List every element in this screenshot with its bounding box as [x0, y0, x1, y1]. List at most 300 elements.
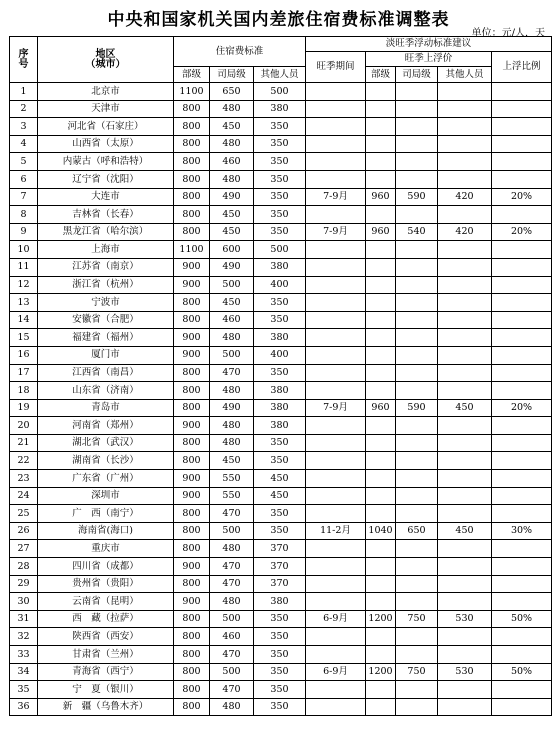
cell-bureau: 470 [210, 646, 254, 664]
table-row [10, 311, 552, 329]
cell-float-ratio: 20% [492, 399, 552, 417]
cell-minister: 800 [174, 681, 210, 699]
cell-peak-other [438, 118, 492, 136]
cell-other: 350 [254, 505, 306, 523]
header-region [38, 37, 174, 83]
cell-bureau: 450 [210, 206, 254, 224]
cell-peak-period [306, 417, 366, 435]
cell-other: 380 [254, 382, 306, 400]
cell-other: 350 [254, 311, 306, 329]
cell-peak-bureau [396, 575, 438, 593]
cell-bureau: 490 [210, 258, 254, 276]
cell-bureau: 550 [210, 487, 254, 505]
table-row [10, 575, 552, 593]
table-row [10, 276, 552, 294]
table-row [10, 417, 552, 435]
cell-peak-minister: 1040 [366, 522, 396, 540]
cell-peak-other [438, 505, 492, 523]
cell-bureau: 490 [210, 399, 254, 417]
cell-peak-other [438, 294, 492, 312]
cell-peak-other: 530 [438, 610, 492, 628]
cell-peak-minister [366, 558, 396, 576]
cell-peak-minister: 960 [366, 223, 396, 241]
cell-peak-bureau [396, 135, 438, 153]
cell-other: 350 [254, 170, 306, 188]
cell-peak-period: 6-9月 [306, 610, 366, 628]
cell-float-ratio [492, 382, 552, 400]
cell-peak-other [438, 628, 492, 646]
cell-peak-minister [366, 593, 396, 611]
cell-peak-period [306, 681, 366, 699]
cell-peak-minister [366, 329, 396, 347]
cell-seq: 17 [10, 364, 38, 382]
cell-peak-bureau [396, 698, 438, 716]
cell-seq: 13 [10, 294, 38, 312]
cell-float-ratio: 20% [492, 188, 552, 206]
cell-peak-period [306, 505, 366, 523]
cell-peak-bureau [396, 540, 438, 558]
table-body [10, 83, 552, 716]
cell-peak-period [306, 540, 366, 558]
header-region-line2: （城市） [85, 58, 126, 70]
cell-minister: 800 [174, 698, 210, 716]
cell-float-ratio [492, 241, 552, 259]
cell-peak-minister: 960 [366, 188, 396, 206]
header-seq-line2: 号 [18, 58, 29, 70]
cell-minister: 900 [174, 276, 210, 294]
cell-peak-minister [366, 628, 396, 646]
cell-bureau: 450 [210, 223, 254, 241]
table-row [10, 470, 552, 488]
cell-peak-other [438, 558, 492, 576]
cell-region: 山西省（太原） [38, 135, 174, 153]
cell-region: 上海市 [38, 241, 174, 259]
cell-minister: 800 [174, 540, 210, 558]
cell-other: 500 [254, 241, 306, 259]
cell-peak-other [438, 382, 492, 400]
cell-float-ratio [492, 558, 552, 576]
cell-peak-other [438, 206, 492, 224]
table-row [10, 399, 552, 417]
cell-minister: 900 [174, 593, 210, 611]
cell-peak-bureau [396, 100, 438, 118]
cell-other: 350 [254, 223, 306, 241]
cell-region: 西 藏（拉萨） [38, 610, 174, 628]
cell-peak-minister [366, 118, 396, 136]
header-peak-minister: 部级 [366, 67, 396, 83]
cell-minister: 800 [174, 223, 210, 241]
cell-seq: 9 [10, 223, 38, 241]
cell-peak-period [306, 83, 366, 101]
table-row [10, 241, 552, 259]
cell-float-ratio [492, 100, 552, 118]
header-lodging-bureau: 司局级 [210, 67, 254, 83]
cell-seq: 2 [10, 100, 38, 118]
table-row [10, 487, 552, 505]
cell-peak-minister [366, 346, 396, 364]
cell-peak-minister: 1200 [366, 663, 396, 681]
cell-minister: 900 [174, 558, 210, 576]
cell-minister: 800 [174, 188, 210, 206]
cell-bureau: 480 [210, 329, 254, 347]
cell-peak-bureau [396, 118, 438, 136]
table-row [10, 434, 552, 452]
cell-seq: 35 [10, 681, 38, 699]
header-peak-bureau: 司局级 [396, 67, 438, 83]
table-row [10, 663, 552, 681]
cell-peak-minister [366, 470, 396, 488]
cell-other: 350 [254, 698, 306, 716]
cell-float-ratio [492, 434, 552, 452]
cell-minister: 1100 [174, 241, 210, 259]
cell-seq: 28 [10, 558, 38, 576]
cell-bureau: 480 [210, 417, 254, 435]
header-lodging-minister: 部级 [174, 67, 210, 83]
cell-seq: 14 [10, 311, 38, 329]
cell-peak-other [438, 434, 492, 452]
cell-peak-period [306, 135, 366, 153]
cell-peak-bureau [396, 628, 438, 646]
cell-seq: 29 [10, 575, 38, 593]
header-peak-period: 旺季期间 [306, 52, 366, 83]
cell-peak-bureau [396, 417, 438, 435]
cell-minister: 900 [174, 258, 210, 276]
table-row [10, 100, 552, 118]
cell-peak-other [438, 329, 492, 347]
cell-bureau: 480 [210, 135, 254, 153]
cell-bureau: 600 [210, 241, 254, 259]
cell-minister: 800 [174, 434, 210, 452]
cell-peak-minister [366, 575, 396, 593]
cell-bureau: 460 [210, 628, 254, 646]
cell-region: 宁波市 [38, 294, 174, 312]
cell-peak-period [306, 329, 366, 347]
table-row [10, 610, 552, 628]
cell-region: 广 西（南宁） [38, 505, 174, 523]
cell-seq: 4 [10, 135, 38, 153]
cell-seq: 7 [10, 188, 38, 206]
cell-float-ratio: 50% [492, 610, 552, 628]
cell-peak-minister [366, 311, 396, 329]
cell-peak-other [438, 681, 492, 699]
cell-seq: 21 [10, 434, 38, 452]
cell-peak-bureau [396, 364, 438, 382]
cell-peak-other [438, 575, 492, 593]
table-row [10, 83, 552, 101]
header-peak-price: 旺季上浮价 [366, 52, 492, 67]
table-row [10, 698, 552, 716]
table-row [10, 593, 552, 611]
header-float-ratio: 上浮比例 [492, 52, 552, 83]
cell-peak-period: 6-9月 [306, 663, 366, 681]
cell-minister: 900 [174, 417, 210, 435]
header-peak-other: 其他人员 [438, 67, 492, 83]
cell-peak-bureau [396, 294, 438, 312]
cell-peak-minister [366, 452, 396, 470]
cell-other: 350 [254, 118, 306, 136]
cell-float-ratio [492, 417, 552, 435]
cell-peak-minister [366, 170, 396, 188]
cell-other: 380 [254, 100, 306, 118]
cell-peak-other [438, 241, 492, 259]
cell-peak-bureau [396, 206, 438, 224]
cell-seq: 11 [10, 258, 38, 276]
cell-float-ratio [492, 153, 552, 171]
cell-bureau: 460 [210, 311, 254, 329]
cell-peak-bureau [396, 258, 438, 276]
table-row [10, 628, 552, 646]
cell-other: 380 [254, 329, 306, 347]
cell-peak-bureau [396, 593, 438, 611]
table-row [10, 558, 552, 576]
cell-float-ratio: 50% [492, 663, 552, 681]
cell-seq: 8 [10, 206, 38, 224]
table-row [10, 206, 552, 224]
cell-peak-period [306, 575, 366, 593]
cell-other: 450 [254, 470, 306, 488]
cell-peak-bureau [396, 346, 438, 364]
cell-float-ratio [492, 452, 552, 470]
cell-peak-minister [366, 487, 396, 505]
cell-region: 重庆市 [38, 540, 174, 558]
cell-seq: 30 [10, 593, 38, 611]
cell-peak-minister [366, 417, 396, 435]
cell-bureau: 500 [210, 276, 254, 294]
cell-bureau: 460 [210, 153, 254, 171]
cell-region: 四川省（成都） [38, 558, 174, 576]
cell-peak-other [438, 135, 492, 153]
cell-other: 380 [254, 258, 306, 276]
cell-float-ratio [492, 628, 552, 646]
cell-peak-minister [366, 434, 396, 452]
table-row [10, 505, 552, 523]
cell-float-ratio [492, 470, 552, 488]
cell-peak-other [438, 258, 492, 276]
cell-other: 350 [254, 681, 306, 699]
cell-peak-other [438, 698, 492, 716]
header-lodging-standard: 住宿费标准 [174, 37, 306, 67]
cell-float-ratio [492, 83, 552, 101]
cell-peak-minister [366, 681, 396, 699]
table-row [10, 346, 552, 364]
cell-peak-other [438, 364, 492, 382]
cell-peak-bureau: 750 [396, 610, 438, 628]
table-row [10, 188, 552, 206]
cell-minister: 800 [174, 294, 210, 312]
cell-peak-other [438, 153, 492, 171]
cell-peak-period [306, 470, 366, 488]
cell-region: 江苏省（南京） [38, 258, 174, 276]
header-float-group: 淡旺季浮动标准建议 [306, 37, 552, 52]
cell-seq: 24 [10, 487, 38, 505]
cell-region: 深圳市 [38, 487, 174, 505]
table-row [10, 522, 552, 540]
cell-peak-bureau [396, 153, 438, 171]
cell-peak-bureau [396, 170, 438, 188]
cell-other: 380 [254, 593, 306, 611]
cell-peak-other: 420 [438, 223, 492, 241]
cell-bureau: 470 [210, 575, 254, 593]
cell-peak-other [438, 100, 492, 118]
cell-peak-bureau: 650 [396, 522, 438, 540]
cell-region: 甘肃省（兰州） [38, 646, 174, 664]
cell-seq: 26 [10, 522, 38, 540]
cell-other: 350 [254, 610, 306, 628]
cell-seq: 3 [10, 118, 38, 136]
cell-other: 350 [254, 206, 306, 224]
cell-other: 350 [254, 646, 306, 664]
cell-peak-minister [366, 646, 396, 664]
cell-peak-minister [366, 276, 396, 294]
cell-region: 浙江省（杭州） [38, 276, 174, 294]
table-row [10, 540, 552, 558]
cell-region: 黑龙江省（哈尔滨） [38, 223, 174, 241]
cell-other: 350 [254, 522, 306, 540]
cell-bureau: 480 [210, 698, 254, 716]
cell-other: 380 [254, 417, 306, 435]
cell-bureau: 480 [210, 540, 254, 558]
cell-peak-bureau: 590 [396, 399, 438, 417]
cell-peak-bureau [396, 505, 438, 523]
cell-float-ratio [492, 593, 552, 611]
cell-other: 350 [254, 452, 306, 470]
cell-region: 青岛市 [38, 399, 174, 417]
cell-peak-bureau [396, 83, 438, 101]
cell-peak-bureau [396, 646, 438, 664]
cell-peak-minister [366, 258, 396, 276]
cell-minister: 900 [174, 346, 210, 364]
table-row [10, 223, 552, 241]
table-row [10, 258, 552, 276]
cell-region: 天津市 [38, 100, 174, 118]
cell-peak-period [306, 558, 366, 576]
cell-bureau: 470 [210, 364, 254, 382]
header-region-line1: 地区 [95, 48, 116, 60]
cell-bureau: 470 [210, 505, 254, 523]
header-seq [10, 37, 38, 83]
cell-seq: 33 [10, 646, 38, 664]
cell-peak-bureau [396, 382, 438, 400]
header-lodging-other: 其他人员 [254, 67, 306, 83]
cell-region: 北京市 [38, 83, 174, 101]
table-header [10, 37, 552, 83]
cell-float-ratio: 20% [492, 223, 552, 241]
cell-other: 350 [254, 294, 306, 312]
cell-region: 安徽省（合肥） [38, 311, 174, 329]
cell-peak-other [438, 417, 492, 435]
table-row [10, 382, 552, 400]
cell-float-ratio [492, 505, 552, 523]
cell-bureau: 500 [210, 346, 254, 364]
cell-minister: 800 [174, 575, 210, 593]
cell-other: 350 [254, 364, 306, 382]
cell-minister: 800 [174, 522, 210, 540]
cell-region: 吉林省（长春） [38, 206, 174, 224]
cell-region: 福建省（福州） [38, 329, 174, 347]
cell-float-ratio [492, 170, 552, 188]
cell-region: 广东省（广州） [38, 470, 174, 488]
cell-bureau: 650 [210, 83, 254, 101]
cell-peak-period [306, 593, 366, 611]
cell-peak-bureau: 590 [396, 188, 438, 206]
cell-peak-bureau [396, 311, 438, 329]
cell-float-ratio [492, 364, 552, 382]
cell-region: 山东省（济南） [38, 382, 174, 400]
cell-peak-period [306, 276, 366, 294]
cell-peak-other [438, 487, 492, 505]
cell-peak-other [438, 593, 492, 611]
cell-peak-minister [366, 698, 396, 716]
cell-peak-period [306, 434, 366, 452]
cell-minister: 800 [174, 364, 210, 382]
cell-seq: 22 [10, 452, 38, 470]
cell-float-ratio [492, 487, 552, 505]
cell-region: 青海省（西宁） [38, 663, 174, 681]
cell-float-ratio [492, 575, 552, 593]
cell-bureau: 480 [210, 382, 254, 400]
cell-seq: 32 [10, 628, 38, 646]
cell-other: 350 [254, 135, 306, 153]
cell-seq: 12 [10, 276, 38, 294]
cell-peak-period: 11-2月 [306, 522, 366, 540]
cell-minister: 800 [174, 610, 210, 628]
cell-minister: 800 [174, 100, 210, 118]
cell-peak-bureau [396, 452, 438, 470]
cell-region: 新 疆（乌鲁木齐） [38, 698, 174, 716]
cell-peak-bureau: 540 [396, 223, 438, 241]
cell-other: 350 [254, 434, 306, 452]
cell-seq: 27 [10, 540, 38, 558]
cell-other: 380 [254, 399, 306, 417]
cell-peak-period [306, 206, 366, 224]
cell-peak-bureau [396, 434, 438, 452]
page-title: 中央和国家机关国内差旅住宿费标准调整表 [107, 10, 450, 30]
cell-bureau: 450 [210, 452, 254, 470]
cell-bureau: 500 [210, 610, 254, 628]
cell-peak-period [306, 100, 366, 118]
cell-bureau: 500 [210, 522, 254, 540]
cell-seq: 19 [10, 399, 38, 417]
cell-minister: 900 [174, 470, 210, 488]
cell-peak-period [306, 646, 366, 664]
cell-seq: 18 [10, 382, 38, 400]
cell-other: 500 [254, 83, 306, 101]
cell-bureau: 480 [210, 100, 254, 118]
cell-peak-period [306, 452, 366, 470]
cell-peak-minister [366, 540, 396, 558]
cell-peak-other: 450 [438, 522, 492, 540]
cell-peak-other: 420 [438, 188, 492, 206]
cell-peak-period: 7-9月 [306, 188, 366, 206]
cell-peak-period [306, 170, 366, 188]
cell-float-ratio [492, 540, 552, 558]
cell-float-ratio [492, 646, 552, 664]
cell-seq: 15 [10, 329, 38, 347]
cell-minister: 800 [174, 153, 210, 171]
cell-region: 大连市 [38, 188, 174, 206]
cell-peak-other [438, 311, 492, 329]
cell-seq: 20 [10, 417, 38, 435]
cell-region: 贵州省（贵阳） [38, 575, 174, 593]
cell-float-ratio [492, 206, 552, 224]
cell-peak-other [438, 346, 492, 364]
cell-peak-period: 7-9月 [306, 399, 366, 417]
cell-float-ratio [492, 258, 552, 276]
cell-seq: 5 [10, 153, 38, 171]
cell-peak-period [306, 118, 366, 136]
cell-minister: 1100 [174, 83, 210, 101]
cell-peak-minister [366, 206, 396, 224]
